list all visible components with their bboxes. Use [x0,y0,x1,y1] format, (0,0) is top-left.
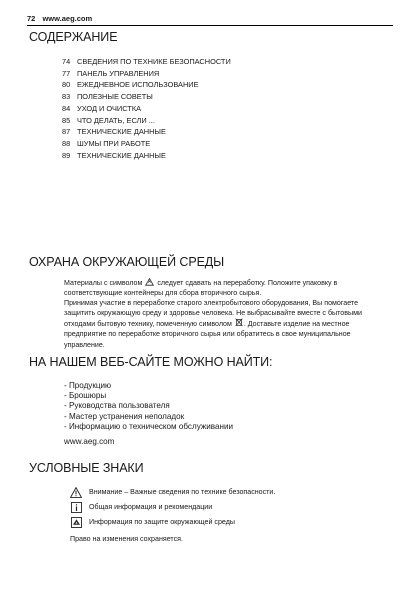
website-url[interactable]: www.aeg.com [64,437,115,446]
toc-page: 74 [62,57,71,66]
header-rule [27,25,393,26]
crossed-bin-icon [235,318,243,327]
toc-label: ПАНЕЛЬ УПРАВЛЕНИЯ [77,68,160,78]
website-item: - Продукцию [64,381,112,390]
website-item: - Руководства пользователя [64,401,170,411]
website-list [64,381,233,432]
symbol-text: Информация по защите окружающей среды [89,518,235,526]
environment-title: ОХРАНА ОКРУЖАЮЩЕЙ СРЕДЫ [29,255,225,269]
env-line: предприятие по переработке вторичного сырья или обратитесь в свое муниципальное [64,330,351,339]
env-line: Материалы с символом следует сдавать на переработку. Положите упаковку в [64,279,338,287]
toc-item[interactable] [62,79,231,91]
toc-label: ШУМЫ ПРИ РАБОТЕ [77,138,151,148]
toc-page: 84 [62,103,71,113]
env-line: соответствующие контейнеры для сбора вторичного сырья. [64,289,262,298]
symbol-row-info [70,501,212,513]
env-line: управление. [64,340,105,349]
toc-item[interactable] [62,56,231,68]
warning-icon [70,486,82,498]
toc-page: 83 [62,92,71,102]
environment-paragraph [64,278,374,350]
env-line: отходами бытовую технику, помеченную символом . Доставьте изделие на местное [64,320,350,329]
contents-title: СОДЕРЖАНИЕ [29,30,118,44]
website-title: НА НАШЕМ ВЕБ-САЙТЕ МОЖНО НАЙТИ: [29,355,273,369]
toc-page: 88 [62,138,71,148]
toc-label: СВЕДЕНИЯ ПО ТЕХНИКЕ БЕЗОПАСНОСТИ [77,57,231,66]
changes-note: Право на изменения сохраняется. [70,535,183,543]
environment-icon [70,516,82,528]
symbol-row-environment [70,516,235,528]
toc-item[interactable] [62,138,231,150]
toc-page: 89 [62,150,71,160]
toc-item[interactable] [62,68,231,80]
toc-label: ПОЛЕЗНЫЕ СОВЕТЫ [77,92,153,102]
toc-label: ТЕХНИЧЕСКИЕ ДАННЫЕ [77,150,166,160]
toc-item[interactable] [62,115,231,127]
toc-list [62,56,231,161]
toc-label: ЕЖЕДНЕВНОЕ ИСПОЛЬЗОВАНИЕ [77,80,199,90]
page-number: 72 [27,14,36,23]
symbol-row-warning [70,486,275,498]
env-line: защитить окружающую среду и здоровье человека. Не выбрасывайте вместе с бытовыми [64,309,362,318]
symbols-title: УСЛОВНЫЕ ЗНАКИ [29,461,144,475]
toc-page: 87 [62,127,71,137]
page-header [27,14,92,23]
symbol-text: Общая информация и рекомендации [89,503,213,511]
toc-item[interactable] [62,103,231,115]
toc-page: 80 [62,80,71,90]
website-item: - Информацию о техническом обслуживании [64,421,233,431]
website-item: - Брошюры [64,391,107,401]
toc-item[interactable] [62,126,231,138]
toc-label: ТЕХНИЧЕСКИЕ ДАННЫЕ [77,127,166,137]
toc-item[interactable] [62,91,231,103]
header-site: www.aeg.com [42,14,93,23]
toc-label: УХОД И ОЧИСТКА [77,103,142,113]
toc-page: 77 [62,68,71,78]
toc-item[interactable] [62,150,231,162]
symbol-text: Внимание – Важные сведения по технике безопасности. [89,488,276,496]
toc-label: ЧТО ДЕЛАТЬ, ЕСЛИ ... [77,115,155,125]
website-item: - Мастер устранения неполадок [64,411,185,421]
env-line: Принимая участие в переработке старого электробытового оборудования, Вы помогаете [64,299,359,308]
toc-page: 85 [62,115,71,125]
info-icon [70,501,82,513]
recycle-icon [145,278,154,286]
